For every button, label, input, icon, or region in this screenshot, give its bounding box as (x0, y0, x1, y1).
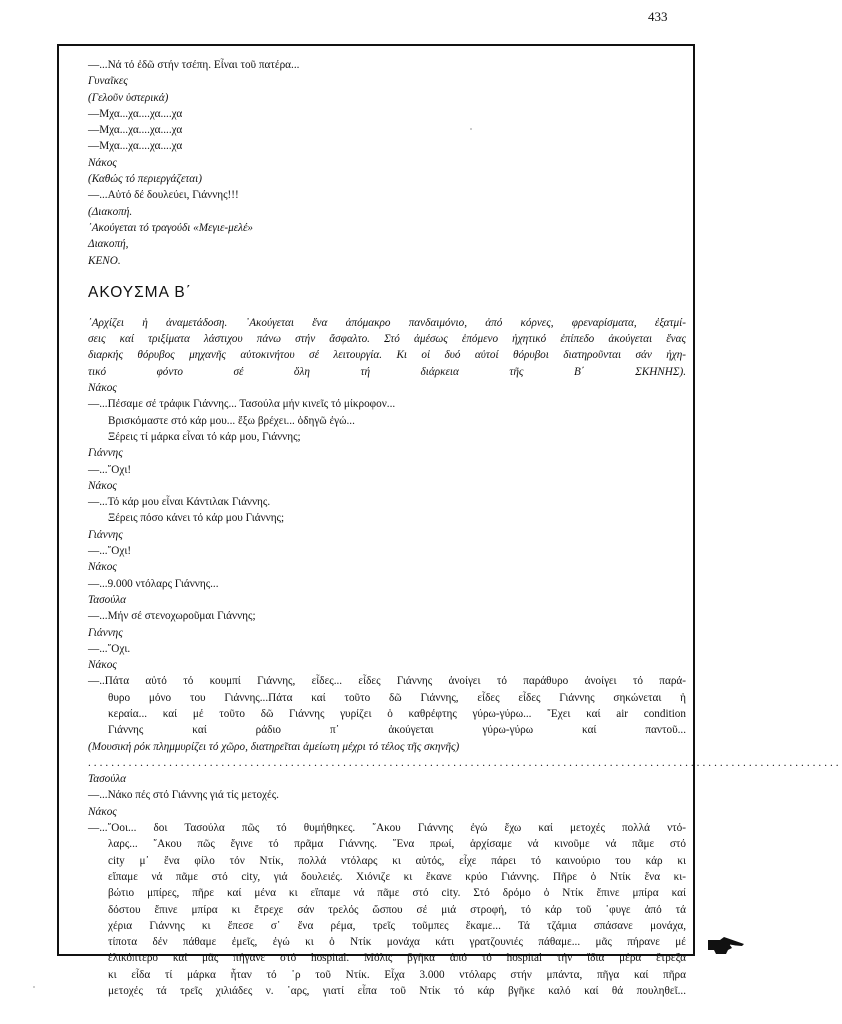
dialogue-line: —...῎Οχι. (88, 642, 131, 655)
text-line: μετοχές τά τρεῖς χιλιάδες ν. ῾αρς, γιατί εἶπα τοῦ Ντίκ τό κάρ βγῆκε καλό καί θά πουληθεῖ... (108, 985, 686, 998)
pointing-hand-icon (706, 934, 746, 958)
speaker-or-direction: Νάκος (88, 659, 117, 672)
text-line: βώτιο μπίρες, πῆρε καί μένα κι εἴπαμε νά πᾶμε στό city. Στό δρόμο ὁ Ντίκ ἔπινε μπίρα καί (108, 887, 686, 900)
page-number: 433 (648, 9, 668, 24)
after-dialogue (88, 771, 686, 820)
text-line: διαρκής θόρυβος μηχανῆς αὐτοκινήτου σέ λειτουργία. Κι οἱ δυό αὐτοί θόρυβοι διατηροῦνται σάν ἠχη- (88, 349, 686, 362)
speaker-or-direction: Γιάννης (88, 528, 123, 541)
speaker-or-direction: (Διακοπή. (88, 205, 133, 218)
page-content (88, 57, 842, 999)
opening-dialogue (88, 57, 686, 269)
text-line: κεραία... καί μέ τοῦτο δῶ Γιάννης γυρίζει ὁ καθρέφτης γύρω-γύρω... ῎Εχει καί air condition (108, 707, 686, 720)
dialogue-line: Ξέρεις πόσο κάνει τό κάρ μου Γιάννης; (108, 512, 285, 525)
text-line: Γιάννης καί ράδιο π᾿ ἀκούγεται γύρω-γύρω καί παντοῦ... (108, 724, 686, 737)
dialogue-block (88, 380, 686, 673)
dialogue-line: —...Τό κάρ μου εἶναι Κάντιλακ Γιάννης. (88, 496, 271, 509)
dialogue-line: —...Μήν σέ στενοχωροῦμαι Γιάννης; (88, 610, 256, 623)
text-line: ἑλικόπτερο καί μᾶς πήγανε στό hospital. Μόλις βγῆκα ἀπό τό hospital τήν ἴδια μέρα ἔτρεξα (108, 952, 686, 965)
speaker-or-direction: Διακοπή, (88, 238, 129, 251)
speaker-or-direction: Νάκος (88, 479, 117, 492)
final-speech (88, 820, 686, 999)
dialogue-line: —Μχα...χα....χα....χα (88, 124, 183, 137)
dialogue-line: —...9.000 ντόλαρς Γιάννης... (88, 577, 219, 590)
text-line: δόστου ἔπινε μπίρα κι ἔτρεχε σάν τρελός ὥσπου σέ μιά στροφή, τό κάρ τοῦ ῾φυγε ἀπό τά (108, 903, 686, 916)
speaker-or-direction: (Γελοῦν ὑστερικά) (88, 91, 169, 104)
text-line: χέρια Γιάννης κι ἔπεσε σ᾿ ἕνα ρέμα, τρεῖς τοῦμπες ἔκαμε... Τά τζάμια σπάσανε μονάχα, (108, 919, 686, 932)
paper-speck (470, 128, 472, 130)
speaker-or-direction: Νάκος (88, 156, 117, 169)
stage-direction (88, 315, 686, 380)
dialogue-line: —...Νά τό ἐδῶ στήν τσέπη. Εἶναι τοῦ πατέρα... (88, 59, 300, 71)
dialogue-line: —...Νάκο πές στό Γιάννης γιά τίς μετοχές. (88, 789, 279, 802)
dialogue-line: —...Πέσαμε σέ τράφικ Γιάννης... Τασούλα μήν κινεῖς τό μίκροφον... (88, 398, 396, 411)
speaker-or-direction: Τασούλα (88, 773, 127, 786)
speaker-or-direction: Γυναῖκες (88, 75, 128, 88)
dotted-separator: .................................................................................................................................. (88, 756, 842, 769)
speaker-or-direction: (Καθώς τό περιεργάζεται) (88, 173, 202, 186)
speaker-or-direction: ΚΕΝΟ. (88, 254, 121, 267)
speech-pata (88, 673, 686, 738)
text-line: ᾿Αρχίζει ἡ ἀναμετάδοση. ᾿Ακούγεται ἕνα ἀπόμακρο πανδαιμόνιο, ἀπό κόρνες, φρεναρίσματα, ἐξατμί- (88, 316, 686, 329)
text-line: city μ᾿ ἕνα φίλο τόν Ντίκ, πολλά ντόλαρς κι αὐτός, εἶχε πάρει τό καινούριο του κάρ κι (108, 854, 686, 867)
dialogue-line: —...Αὐτό δέ δουλεύει, Γιάννης!!! (88, 189, 239, 202)
text-line: τικό φόντο σέ ὅλη τή διάρκεια τῆς Β΄ ΣΚΗΝΗΣ). (88, 365, 686, 378)
speaker-or-direction: Νάκος (88, 561, 117, 574)
dialogue-line: —Μχα...χα....χα....χα (88, 107, 183, 120)
speaker-or-direction: Γιάννης (88, 626, 123, 639)
speaker-or-direction: Νάκος (88, 805, 117, 818)
text-line: σεις καί τριξίματα λάστιχου πάνω στήν ἄσφαλτο. Στό ἀμέσως ἑπόμενο ἠχητικό ἐπίπεδο ἀκούγεται ἕνας (88, 333, 686, 346)
text-line: —..Πάτα αὐτό τό κουμπί Γιάννης, εἶδες... εἶδες Γιάννης ἀνοίγει τό παράθυρο ἀνοίγει τό παρά- (88, 675, 686, 688)
dialogue-line: —...῎Οχι! (88, 545, 132, 558)
dialogue-line: Βρισκόμαστε στό κάρ μου... ἔξω βρέχει... ὁδηγῶ ἐγώ... (108, 414, 355, 427)
music-note: (Μουσική ρόκ πλημμυρίζει τό χῶρο, διατηρεῖται ἀμείωτη μέχρι τό τέλος τῆς σκηνῆς) (88, 740, 460, 753)
speaker-or-direction: Γιάννης (88, 447, 123, 460)
speaker-or-direction: Νάκος (88, 382, 117, 395)
section-heading: ΑΚΟΥΣΜΑ Β΄ (88, 283, 192, 301)
dialogue-line: Ξέρεις τί μάρκα εἶναι τό κάρ μου, Γιάννης; (108, 430, 301, 443)
text-line: κι εἶδα τί μάρκα ἦταν τό ῾ρ τοῦ Ντίκ. Εἶχα 3.000 ντόλαρς στήν μπάντα, πῆγα καί πῆρα (108, 968, 686, 981)
dialogue-line: —...῎Οχι! (88, 463, 132, 476)
text-line: —...῎Οοι... δοι Τασούλα πῶς τό θυμήθηκες. ῎Ακου Γιάννης ἐγώ ἔχω καί μετοχές πολλά ντό- (88, 822, 686, 835)
dialogue-line: —Μχα...χα....χα....χα (88, 140, 183, 153)
paper-speck (33, 986, 35, 988)
text-line: τίποτα δέν πάθαμε ἐμεῖς, ἐγώ κι ὁ Ντίκ μονάχα κάτι γρατζουνιές πάθαμε... μᾶς πήρανε μέ (108, 936, 686, 949)
text-line: εἴπαμε νά πᾶμε στό city, γιά δουλειές. Χιόνιζε κι ἔκανε κρύο Γιάννης. Πῆρε ὁ Ντίκ ἕνα κι- (108, 870, 686, 883)
text-line: θυρο μόνο του Γιάννης...Πάτα καί τοῦτο δῶ Γιάννης, εἶδες εἶδες Γιάννης σηκώνεται ἡ (108, 691, 686, 704)
speaker-or-direction: ᾿Ακούγεται τό τραγούδι «Μεγιε-μελέ» (88, 221, 253, 234)
speaker-or-direction: Τασούλα (88, 593, 127, 606)
text-line: λαρς... ῎Ακου πῶς ἔγινε τό πρᾶμα Γιάννης. ῞Ενα πρωί, ἀρχίσαμε νά κινοῦμε νά πᾶμε στό (108, 838, 686, 851)
